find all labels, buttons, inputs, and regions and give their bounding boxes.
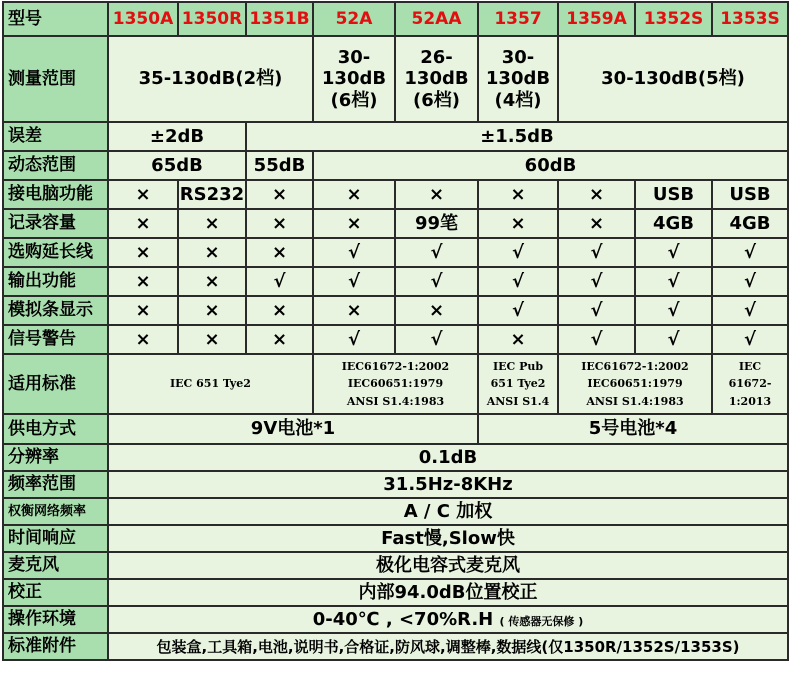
spec-table (2, 1, 789, 661)
mic-label: 麦克风 (3, 552, 108, 579)
ext-cable-cell: √ (313, 238, 395, 267)
model-1352s: 1352S (635, 2, 712, 36)
power-row (3, 414, 788, 444)
output-cell: × (178, 267, 246, 296)
pc-cell: USB (635, 180, 712, 209)
dynamic-label: 动态范围 (3, 151, 108, 180)
accessories-value: 包装盒,工具箱,电池,说明书,合格证,防风球,调整棒,数据线(仅1350R/1352S/1353S) (108, 633, 788, 660)
pc-cell: RS232 (178, 180, 246, 209)
accessories-label: 标准附件 (3, 633, 108, 660)
dynamic-value: 65dB (108, 151, 246, 180)
ext-cable-cell: × (246, 238, 313, 267)
storage-cell: × (108, 209, 178, 238)
alarm-row (3, 325, 788, 354)
error-value: ±2dB (108, 122, 246, 151)
env-value (108, 606, 788, 633)
bar-cell: × (395, 296, 478, 325)
model-1353s: 1353S (712, 2, 788, 36)
standard-line: IEC61672-1:2002 (581, 360, 689, 374)
ext-cable-cell: × (178, 238, 246, 267)
storage-cell: × (178, 209, 246, 238)
output-cell: √ (478, 267, 558, 296)
alarm-label: 信号警告 (3, 325, 108, 354)
output-cell: √ (635, 267, 712, 296)
model-1350r: 1350R (178, 2, 246, 36)
range-value: 30-130dB (6档) (313, 36, 395, 122)
alarm-cell: √ (558, 325, 635, 354)
ext-cable-label: 选购延长线 (3, 238, 108, 267)
weighting-row (3, 498, 788, 525)
env-text: 0-40℃ , <70%R.H (312, 608, 494, 630)
output-cell: √ (558, 267, 635, 296)
alarm-cell: √ (395, 325, 478, 354)
alarm-cell: × (178, 325, 246, 354)
standard-line: 651 Tye2 (490, 377, 546, 391)
ext-cable-cell: × (108, 238, 178, 267)
header-row (3, 2, 788, 36)
model-1357: 1357 (478, 2, 558, 36)
output-cell: √ (712, 267, 788, 296)
ext-cable-cell: √ (558, 238, 635, 267)
pc-cell: × (246, 180, 313, 209)
standard-value: IEC 651 Tye2 (108, 354, 313, 414)
bar-row (3, 296, 788, 325)
error-row (3, 122, 788, 151)
freq-value: 31.5Hz-8KHz (108, 471, 788, 498)
pc-cell: × (395, 180, 478, 209)
error-label: 误差 (3, 122, 108, 151)
bar-cell: √ (558, 296, 635, 325)
freq-label: 频率范围 (3, 471, 108, 498)
power-value: 5号电池*4 (478, 414, 788, 444)
standard-line: IEC60651:1979 (587, 377, 683, 391)
standard-line: ANSI S1.4:1983 (586, 394, 684, 408)
mic-row (3, 552, 788, 579)
standard-value (313, 354, 478, 414)
model-1359a: 1359A (558, 2, 635, 36)
standard-value (712, 354, 788, 414)
output-row (3, 267, 788, 296)
alarm-cell: √ (313, 325, 395, 354)
response-value: Fast慢,Slow快 (108, 525, 788, 552)
model-label: 型号 (3, 2, 108, 36)
model-52a: 52A (313, 2, 395, 36)
model-1351b: 1351B (246, 2, 313, 36)
range-row (3, 36, 788, 122)
dynamic-value: 60dB (313, 151, 788, 180)
standard-line: ANSI S1.4 (486, 394, 550, 408)
output-label: 输出功能 (3, 267, 108, 296)
model-1350a: 1350A (108, 2, 178, 36)
storage-cell: × (558, 209, 635, 238)
resolution-label: 分辨率 (3, 444, 108, 471)
pc-label: 接电脑功能 (3, 180, 108, 209)
bar-label: 模拟条显示 (3, 296, 108, 325)
bar-cell: × (313, 296, 395, 325)
ext-cable-cell: √ (395, 238, 478, 267)
standard-value (478, 354, 558, 414)
env-label: 操作环境 (3, 606, 108, 633)
ext-cable-cell: √ (712, 238, 788, 267)
response-label: 时间响应 (3, 525, 108, 552)
pc-cell: USB (712, 180, 788, 209)
standard-label: 适用标准 (3, 354, 108, 414)
ext-cable-cell: √ (478, 238, 558, 267)
resolution-value: 0.1dB (108, 444, 788, 471)
ext-cable-cell: √ (635, 238, 712, 267)
calibration-value: 内部94.0dB位置校正 (108, 579, 788, 606)
storage-cell: 99笔 (395, 209, 478, 238)
weighting-value: A / C 加权 (108, 498, 788, 525)
standard-row (3, 354, 788, 414)
output-cell: √ (395, 267, 478, 296)
power-value: 9V电池*1 (108, 414, 478, 444)
mic-value: 极化电容式麦克风 (108, 552, 788, 579)
ext-cable-row (3, 238, 788, 267)
storage-cell: 4GB (635, 209, 712, 238)
accessories-row (3, 633, 788, 660)
weighting-label: 权衡网络频率 (3, 498, 108, 525)
standard-line: IEC60651:1979 (347, 377, 444, 391)
storage-cell: × (246, 209, 313, 238)
bar-cell: √ (478, 296, 558, 325)
standard-line: IEC Pub (492, 360, 544, 374)
range-value: 30-130dB (4档) (478, 36, 558, 122)
env-note: ( 传感器无保修 ) (499, 614, 584, 628)
alarm-cell: √ (635, 325, 712, 354)
power-label: 供电方式 (3, 414, 108, 444)
response-row (3, 525, 788, 552)
pc-cell: × (313, 180, 395, 209)
pc-cell: × (108, 180, 178, 209)
storage-cell: × (478, 209, 558, 238)
range-value: 35-130dB(2档) (108, 36, 313, 122)
dynamic-value: 55dB (246, 151, 313, 180)
alarm-cell: √ (712, 325, 788, 354)
pc-row (3, 180, 788, 209)
error-value: ±1.5dB (246, 122, 788, 151)
range-value: 26-130dB (6档) (395, 36, 478, 122)
storage-label: 记录容量 (3, 209, 108, 238)
standard-line: 61672- (728, 377, 772, 391)
range-value: 30-130dB(5档) (558, 36, 788, 122)
storage-cell: 4GB (712, 209, 788, 238)
calibration-label: 校正 (3, 579, 108, 606)
pc-cell: × (478, 180, 558, 209)
output-cell: √ (313, 267, 395, 296)
calibration-row (3, 579, 788, 606)
standard-line: ANSI S1.4:1983 (346, 394, 445, 408)
dynamic-row (3, 151, 788, 180)
bar-cell: × (108, 296, 178, 325)
bar-cell: √ (712, 296, 788, 325)
bar-cell: √ (635, 296, 712, 325)
storage-row (3, 209, 788, 238)
model-52aa: 52AA (395, 2, 478, 36)
output-cell: √ (246, 267, 313, 296)
standard-line: IEC61672-1:2002 (341, 360, 450, 374)
alarm-cell: × (478, 325, 558, 354)
standard-line: 1:2013 (728, 394, 772, 408)
bar-cell: × (246, 296, 313, 325)
bar-cell: × (178, 296, 246, 325)
alarm-cell: × (108, 325, 178, 354)
resolution-row (3, 444, 788, 471)
storage-cell: × (313, 209, 395, 238)
standard-line: IEC (738, 360, 762, 374)
pc-cell: × (558, 180, 635, 209)
alarm-cell: × (246, 325, 313, 354)
freq-row (3, 471, 788, 498)
output-cell: × (108, 267, 178, 296)
range-label: 测量范围 (3, 36, 108, 122)
standard-value (558, 354, 712, 414)
env-row (3, 606, 788, 633)
